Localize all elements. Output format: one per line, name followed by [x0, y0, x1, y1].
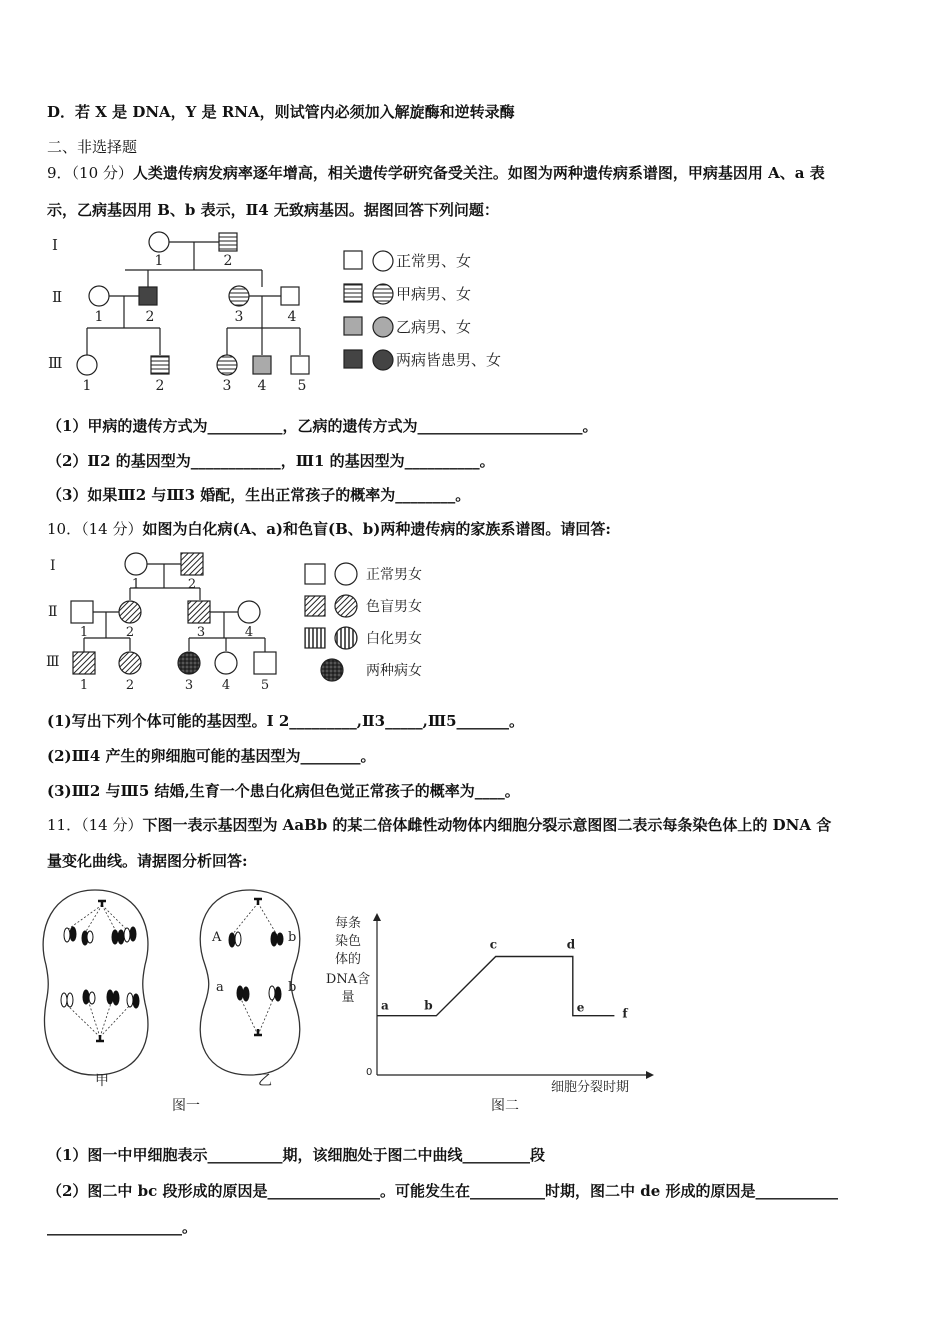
chart-xlabel: 细胞分裂时期 — [550, 1080, 630, 1095]
q9-number: 9．（10 分） — [47, 164, 133, 182]
q9-sub1: （1）甲病的遗传方式为__________，乙病的遗传方式为______________________。 — [47, 417, 598, 435]
q10-legend-label: 正常男女 — [366, 567, 422, 583]
q10-sub2: (2)Ⅲ4 产生的卵细胞可能的基因型为________。 — [47, 747, 376, 765]
q9-I1-female — [149, 232, 169, 252]
q9-gen3-id: 3 — [222, 378, 232, 394]
q10-II2-female-colorblind — [119, 601, 141, 623]
chart-point-label-c: c — [489, 937, 498, 952]
q10-legend-label: 色盲男女 — [366, 599, 422, 615]
cell-jia — [43, 890, 148, 1075]
q9-gen3-id: 4 — [257, 378, 267, 394]
q9-II4-male — [281, 287, 299, 305]
q9-gen3-id: 2 — [155, 378, 165, 394]
q9-stem-line1: 9．（10 分）人类遗传病发病率逐年增高，相关遗传学研究备受关注。如图为两种遗传病系谱图，甲病基因用 A、a 表 — [47, 164, 825, 182]
q11-stem-line2: 量变化曲线。请据图分析回答: — [47, 852, 248, 870]
q10-legend — [305, 563, 357, 681]
section-title: 二、非选择题 — [47, 138, 138, 156]
q10-gen-2: Ⅱ — [48, 604, 58, 620]
q10-III4-female — [215, 652, 237, 674]
fig1-caption: 图一 — [172, 1098, 200, 1114]
q9-I2-male-jia — [219, 233, 237, 251]
chart-origin: 0 — [366, 1067, 373, 1078]
q11-stem-line1: 11．（14 分）下图一表示基因型为 AaBb 的某二倍体雌性动物体内细胞分裂示意图图二表示每条染色体上的 DNA 含 — [47, 816, 832, 834]
q9-gen2-id: 2 — [145, 309, 155, 325]
q9-sub2: （2）Ⅱ2 的基因型为____________，Ⅲ1 的基因型为__________。 — [47, 452, 495, 470]
q10-II3-male-colorblind — [188, 601, 210, 623]
ylabel-part: 量 — [341, 990, 355, 1005]
q10-I1-female — [125, 553, 147, 575]
q9-legend — [344, 251, 393, 370]
ylabel-part: 体的 — [334, 952, 362, 967]
q10-III5-male — [254, 652, 276, 674]
q10-gen-3: Ⅲ — [46, 654, 60, 670]
chart-ylabel — [326, 916, 370, 1005]
q8-option-d: D．若 X 是 DNA，Y 是 RNA，则试管内必须加入解旋酶和逆转录酶 — [47, 103, 515, 121]
chart-point-label-e: e — [576, 1000, 585, 1015]
cell-yi-label: 乙 — [258, 1073, 272, 1089]
q10-III3-female-both — [178, 652, 200, 674]
q10-gen3-id: 5 — [260, 678, 270, 693]
q11-figure2-chart — [320, 905, 670, 1115]
q10-pedigree — [40, 548, 460, 698]
fig2-caption: 图二 — [491, 1098, 519, 1114]
chart-point-label-f: f — [622, 1006, 628, 1021]
q10-gen2-id: 3 — [196, 625, 206, 640]
q9-gen-1: Ⅰ — [52, 236, 58, 254]
q11-figure1 — [40, 885, 340, 1115]
q10-II4-female — [238, 601, 260, 623]
chart-point-label-d: d — [566, 937, 576, 952]
q9-gen1-id: 1 — [154, 253, 164, 269]
ylabel-part: 每条 — [334, 916, 362, 931]
q9-gen2-id: 1 — [94, 309, 104, 325]
q9-pedigree — [40, 228, 540, 398]
q10-gen3-id: 1 — [79, 678, 89, 693]
q11-sub2-cont: __________________。 — [47, 1218, 198, 1236]
q10-gen3-id: 2 — [125, 678, 135, 693]
q10-legend-label: 白化男女 — [366, 631, 422, 647]
q9-gen2-id: 4 — [287, 309, 297, 325]
q9-legend-label: 甲病男、女 — [396, 285, 472, 303]
q10-sub3: (3)Ⅲ2 与Ⅲ5 结婚,生育一个患白化病但色觉正常孩子的概率为____。 — [47, 782, 520, 800]
q9-legend-label: 两病皆患男、女 — [396, 351, 502, 369]
q10-II1-male — [71, 601, 93, 623]
q9-II1-female — [89, 286, 109, 306]
q9-III2-male-jia — [151, 356, 169, 374]
q10-gen3-id: 4 — [221, 678, 231, 693]
q10-gen1-id: 1 — [131, 577, 141, 592]
q9-gen1-id: 2 — [223, 253, 233, 269]
q9-gen2-id: 3 — [234, 309, 244, 325]
q9-III5-male — [291, 356, 309, 374]
gene-label-a: a — [216, 980, 224, 995]
q9-legend-label: 乙病男、女 — [396, 318, 472, 336]
q9-gen-3: Ⅲ — [48, 354, 63, 372]
q10-I2-male-colorblind — [181, 553, 203, 575]
chart-y-arrow — [373, 913, 381, 921]
q10-stem: 10．（14 分）如图为白化病(A、a)和色盲(B、b)两种遗传病的家族系谱图。请回答: — [47, 520, 611, 538]
q10-gen-1: Ⅰ — [50, 558, 56, 574]
q9-sub3: （3）如果Ⅲ2 与Ⅲ3 婚配，生出正常孩子的概率为________。 — [47, 486, 471, 504]
q9-II2-male-both — [139, 287, 157, 305]
q9-stem-line2: 示，乙病基因用 B、b 表示，Ⅱ4 无致病基因。据图回答下列问题： — [47, 201, 499, 219]
q9-gen3-id: 5 — [297, 378, 307, 394]
q10-gen1-id: 2 — [187, 577, 197, 592]
gene-label-A: A — [212, 930, 222, 945]
q10-number: 10．（14 分） — [47, 520, 143, 538]
q9-legend-label: 正常男、女 — [396, 252, 472, 270]
gene-label-b: b — [288, 980, 297, 995]
ylabel-part: 染色 — [334, 934, 362, 949]
chart-x-arrow — [646, 1071, 654, 1079]
q10-legend-label: 两种病女 — [366, 663, 422, 679]
q9-III1-female — [77, 355, 97, 375]
ylabel-part: DNA含 — [325, 972, 371, 987]
chart-point-label-a: a — [381, 998, 389, 1013]
q9-gen3-id: 1 — [82, 378, 92, 394]
q10-gen2-id: 2 — [125, 625, 135, 640]
chart-point-label-b: b — [424, 998, 433, 1013]
q9-III3-female-jia — [217, 355, 237, 375]
q11-number: 11．（14 分） — [47, 816, 143, 834]
q9-gen-2: Ⅱ — [52, 288, 63, 306]
q10-III1-male-colorblind — [73, 652, 95, 674]
gene-label-b: b — [288, 930, 297, 945]
q9-III4-male-yi — [253, 356, 271, 374]
q10-III2-female-colorblind — [119, 652, 141, 674]
q9-II3-female-jia — [229, 286, 249, 306]
q10-gen3-id: 3 — [184, 678, 194, 693]
q10-gen2-id: 1 — [79, 625, 89, 640]
cell-jia-label: 甲 — [95, 1073, 109, 1089]
q11-sub1: （1）图一中甲细胞表示__________期，该细胞处于图二中曲线_________段 — [47, 1146, 545, 1164]
q10-gen2-id: 4 — [244, 625, 254, 640]
q11-sub2: （2）图二中 bc 段形成的原因是_______________。可能发生在__________时期，图二中 de 形成的原因是___________ — [47, 1182, 838, 1200]
q10-sub1: (1)写出下列个体可能的基因型。Ⅰ 2_________,Ⅱ3_____,Ⅲ5_______。 — [47, 712, 525, 730]
